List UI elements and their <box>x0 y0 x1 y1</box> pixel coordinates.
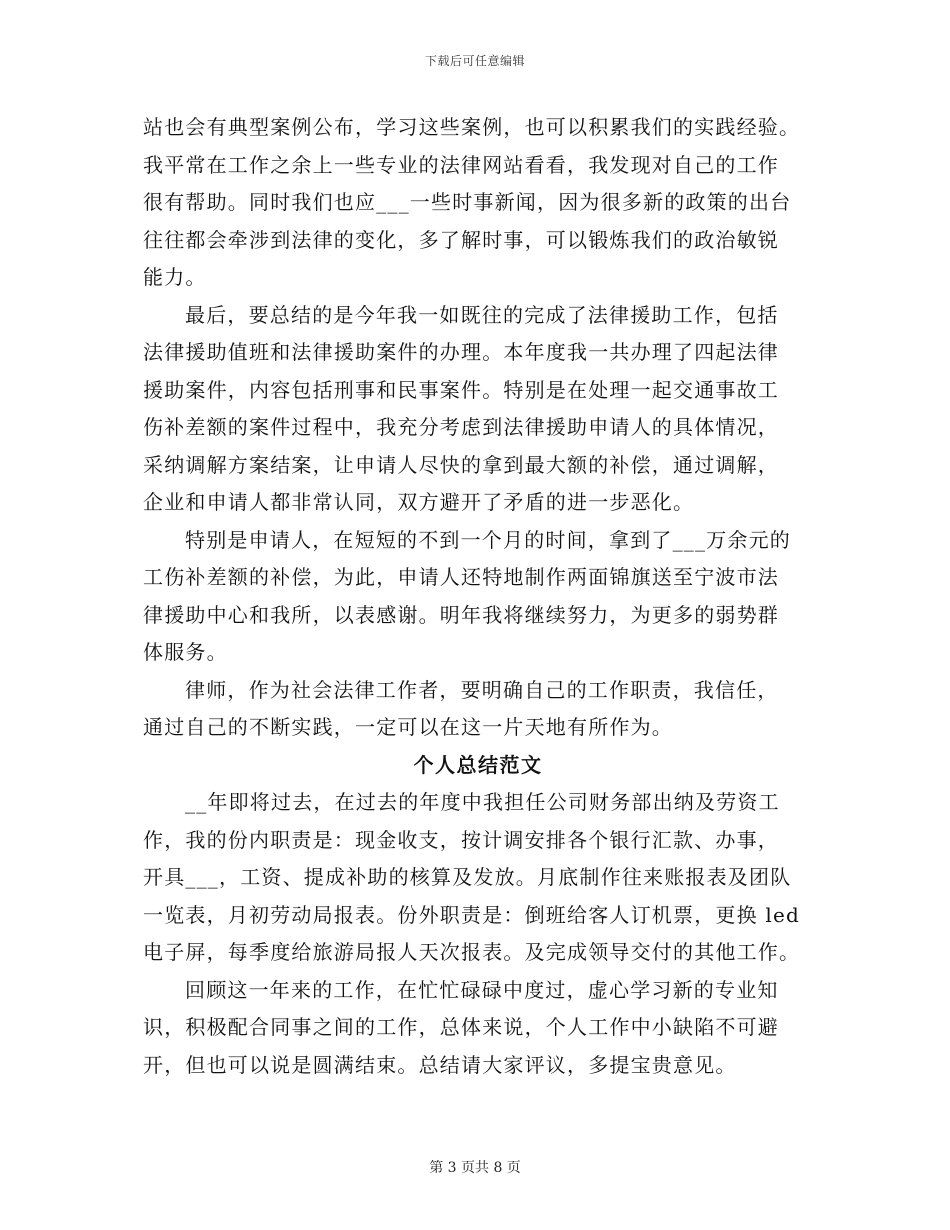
paragraph-line: 工伤补差额的补偿，为此，申请人还特地制作两面锦旗送至宁波市法 <box>143 565 779 589</box>
paragraph-first-line: 最后，要总结的是今年我一如既往的完成了法律援助工作，包括 <box>185 302 779 327</box>
paragraph-line: 通过自己的不断实践，一定可以在这一片天地有所作为。 <box>143 715 673 739</box>
paragraph-line: 律援助中心和我所，以表感谢。明年我将继续努力，为更多的弱势群 <box>143 602 779 627</box>
paragraph-first-line: 律师，作为社会法律工作者，要明确自己的工作职责，我信任， <box>185 677 779 702</box>
paragraph-line: 往往都会牵涉到法律的变化，多了解时事，可以锻炼我们的政治敏锐 <box>143 227 779 252</box>
paragraph-line: 一览表，月初劳动局报表。份外职责是：倒班给客人订机票，更换 led <box>143 902 800 927</box>
paragraph-line: 我平常在工作之余上一些专业的法律网站看看，我发现对自己的工作 <box>143 152 779 177</box>
paragraph-line: 能力。 <box>143 265 207 289</box>
paragraph-line: 作，我的份内职责是：现金收支，按计调安排各个银行汇款、办事， <box>143 827 779 852</box>
page-number: 第 3 页共 8 页 <box>429 1160 521 1176</box>
paragraph-line: 开具___，工资、提成补助的核算及发放。月底制作往来账报表及团队 <box>143 865 792 889</box>
paragraph-line: 开，但也可以说是圆满结束。总结请大家评议，多提宝贵意见。 <box>143 1052 737 1077</box>
paragraph-line: 站也会有典型案例公布，学习这些案例，也可以积累我们的实践经验。 <box>143 115 801 139</box>
paragraph-line: 伤补差额的案件过程中，我充分考虑到法律援助申请人的具体情况， <box>143 415 779 439</box>
paragraph-line: 体服务。 <box>143 640 228 664</box>
paragraph-line: 采纳调解方案结案，让申请人尽快的拿到最大额的补偿，通过调解， <box>143 452 779 477</box>
document-body <box>143 109 813 1084</box>
paragraph-line: 企业和申请人都非常认同，双方避开了矛盾的进一步恶化。 <box>143 490 695 514</box>
paragraph-first-line: 回顾这一年来的工作，在忙忙碌碌中度过，虚心学习新的专业知 <box>185 977 779 1002</box>
paragraph-first-line: __年即将过去，在过去的年度中我担任公司财务部出纳及劳资工 <box>185 790 780 814</box>
paragraph-first-line: 特别是申请人，在短短的不到一个月的时间，拿到了___万余元的 <box>185 527 791 552</box>
paragraph-line: 很有帮助。同时我们也应___一些时事新闻，因为很多新的政策的出台 <box>143 190 792 214</box>
paragraph-line: 法律援助值班和法律援助案件的办理。本年度我一共办理了四起法律 <box>143 340 779 364</box>
section-title: 个人总结范文 <box>413 752 543 777</box>
paragraph-line: 援助案件，内容包括刑事和民事案件。特别是在处理一起交通事故工 <box>143 377 779 402</box>
page-header-note: 下载后可任意编辑 <box>424 54 525 68</box>
paragraph-line: 识，积极配合同事之间的工作，总体来说，个人工作中小缺陷不可避 <box>143 1015 779 1039</box>
paragraph-line: 电子屏，每季度给旅游局报人天次报表。及完成领导交付的其他工作。 <box>143 940 801 964</box>
